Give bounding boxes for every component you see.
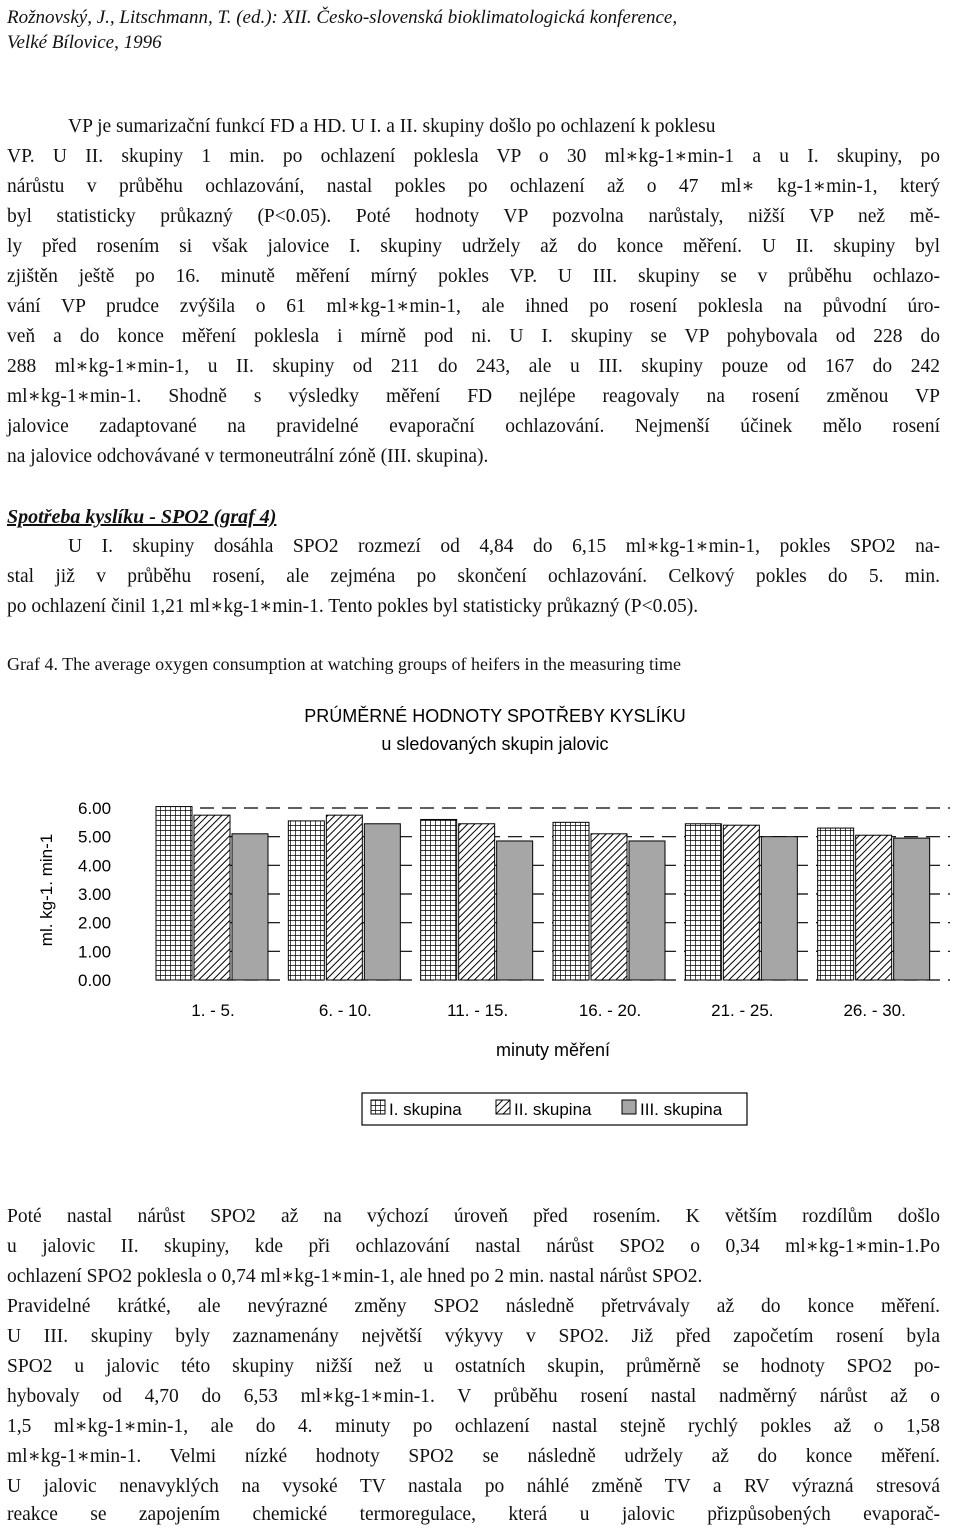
y-tick-labels bbox=[78, 799, 111, 990]
text-line: U jalovic nenavyklých na vysoké TV nastala po náhlé změně TV a RV výrazná stresová bbox=[7, 1476, 940, 1497]
text-line: zjištěn ještě po 16. minutě měření mírný pokles VP. U III. skupiny se v průběhu ochlazo- bbox=[7, 266, 940, 287]
text-line: U I. skupiny dosáhla SPO2 rozmezí od 4,84 do 6,15 ml∗kg-1∗min-1, pokles SPO2 na- bbox=[68, 536, 940, 557]
text-line: Poté nastal nárůst SPO2 až na výchozí úroveň před rosením. K větším rozdílům došlo bbox=[7, 1206, 940, 1227]
bar bbox=[288, 821, 324, 980]
x-tick-label: 16. - 20. bbox=[578, 1001, 642, 1020]
text-line: jalovice zadaptované na pravidelné evaporační ochlazování. Nejmenší účinek mělo rosení bbox=[7, 416, 940, 437]
text-line: SPO2 u jalovic této skupiny nižší než u ostatních skupin, průměrně se hodnoty SPO2 po- bbox=[7, 1356, 940, 1377]
bar bbox=[761, 837, 797, 980]
x-tick-label: 1. - 5. bbox=[191, 1001, 235, 1020]
header-citation-line2: Velké Bílovice, 1996 bbox=[7, 32, 162, 53]
text-line: VP. U II. skupiny 1 min. po ochlazení poklesla VP o 30 ml∗kg-1∗min-1 a u I. skupiny, po bbox=[7, 146, 940, 167]
text-line: na jalovice odchovávané v termoneutrální zóně (III. skupina). bbox=[7, 446, 489, 467]
bar bbox=[629, 841, 665, 980]
text-line: U III. skupiny byly zaznamenány největší výkyvy v SPO2. Již před započetím rosení byla bbox=[7, 1326, 940, 1347]
text-line: veň a do konce měření poklesla i mírně pod ni. U I. skupiny se VP pohybovala od 228 do bbox=[7, 326, 940, 347]
text-line: ochlazení SPO2 poklesla o 0,74 ml∗kg-1∗min-1, ale hned po 2 min. nastal nárůst SPO2. bbox=[7, 1266, 703, 1287]
bar bbox=[591, 834, 627, 980]
bar bbox=[685, 824, 721, 980]
text-line: 288 ml∗kg-1∗min-1, u II. skupiny od 211 do 243, ale u III. skupiny pouze od 167 do 242 bbox=[7, 356, 940, 377]
legend-swatch bbox=[371, 1100, 385, 1114]
text-line: u jalovic II. skupiny, kde při ochlazování nastal nárůst SPO2 o 0,34 ml∗kg-1∗min-1.Po bbox=[7, 1236, 940, 1257]
y-axis-label: ml. kg-1. min-1 bbox=[37, 833, 56, 947]
x-tick-label: 26. - 30. bbox=[843, 1001, 906, 1020]
text-line: nárůstu v průběhu ochlazování, nastal pokles po ochlazení až o 47 ml∗ kg-1∗min-1, který bbox=[7, 176, 940, 197]
text-line: ml∗kg-1∗min-1. Velmi nízké hodnoty SPO2 se následně udržely až do konce měření. bbox=[7, 1446, 940, 1467]
chart-subtitle: u sledovaných skupin jalovic bbox=[381, 734, 609, 754]
legend-label: II. skupina bbox=[514, 1100, 592, 1119]
text-line: ly před rosením si však jalovice I. skupiny udržely až do konce měření. U II. skupiny byl bbox=[7, 236, 940, 257]
text-line: po ochlazení činil 1,21 ml∗kg-1∗min-1. Tento pokles byl statisticky průkazný (P<0.05). bbox=[7, 596, 699, 617]
y-tick-label: 4.00 bbox=[78, 856, 112, 876]
legend-label: I. skupina bbox=[389, 1100, 462, 1119]
header-citation-line1: Rožnovský, J., Litschmann, T. (ed.): XII. Česko-slovenská bioklimatologická konference, bbox=[7, 7, 678, 28]
bar bbox=[723, 825, 759, 980]
bar bbox=[856, 835, 892, 980]
text-line: 1,5 ml∗kg-1∗min-1, ale do 4. minuty po ochlazení nastal stejně rychlý pokles až o 1,58 bbox=[7, 1416, 940, 1437]
y-tick-label: 6.00 bbox=[78, 799, 112, 818]
text-line: vání VP prudce zvýšila o 61 ml∗kg-1∗min-1, ale ihned po rosení poklesla na původní úro- bbox=[7, 296, 940, 317]
x-axis-label: minuty měření bbox=[495, 1040, 611, 1060]
bar-chart bbox=[0, 690, 960, 1130]
y-tick-label: 1.00 bbox=[78, 942, 112, 962]
bar bbox=[421, 819, 457, 980]
y-tick-label: 2.00 bbox=[78, 913, 112, 933]
bar bbox=[818, 828, 854, 980]
legend-swatch bbox=[496, 1100, 510, 1114]
text-line: byl statisticky průkazný (P<0.05). Poté hodnoty VP pozvolna narůstaly, nižší VP než mě- bbox=[7, 206, 940, 227]
section-heading: Spotřeba kyslíku - SPO2 (graf 4) bbox=[7, 506, 277, 528]
text-line: stal již v průběhu rosení, ale zejména po skončení ochlazování. Celkový pokles do 5. min. bbox=[7, 566, 940, 587]
legend-swatch bbox=[622, 1100, 636, 1114]
bar bbox=[364, 824, 400, 980]
chart-legend bbox=[362, 1093, 747, 1125]
bar bbox=[156, 807, 192, 980]
y-tick-label: 0.00 bbox=[78, 971, 112, 990]
chart-title: PRÚMĚRNÉ HODNOTY SPOTŘEBY KYSLÍKU bbox=[304, 706, 686, 726]
bar bbox=[459, 824, 495, 980]
x-tick-label: 6. - 10. bbox=[318, 1001, 372, 1020]
text-line: reakce se zapojením chemické termoregulace, která u jalovic přizpůsobených evaporač- bbox=[7, 1504, 940, 1525]
text-line: Pravidelné krátké, ale nevýrazné změny SPO2 následně přetrvávaly až do konce měření. bbox=[7, 1296, 940, 1317]
bar bbox=[553, 822, 589, 980]
bars bbox=[156, 807, 930, 980]
x-tick-labels bbox=[191, 1001, 906, 1020]
text-line: ml∗kg-1∗min-1. Shodně s výsledky měření FD nejlépe reagovaly na rosení změnou VP bbox=[7, 386, 940, 407]
bar bbox=[497, 841, 533, 980]
bar bbox=[194, 815, 230, 980]
x-tick-label: 21. - 25. bbox=[711, 1001, 774, 1020]
text-line: VP je sumarizační funkcí FD a HD. U I. a II. skupiny došlo po ochlazení k poklesu bbox=[68, 116, 716, 137]
bar bbox=[894, 838, 930, 980]
text-line: hybovaly od 4,70 do 6,53 ml∗kg-1∗min-1. V průběhu rosení nastal nadměrný nárůst až o bbox=[7, 1386, 940, 1407]
x-tick-label: 11. - 15. bbox=[447, 1001, 509, 1020]
y-tick-label: 3.00 bbox=[78, 885, 112, 904]
y-tick-label: 5.00 bbox=[78, 827, 112, 847]
figure-caption: Graf 4. The average oxygen consumption at watching groups of heifers in the measuring time bbox=[7, 654, 681, 674]
bar bbox=[232, 834, 268, 980]
bar bbox=[326, 815, 362, 980]
legend-label: III. skupina bbox=[640, 1100, 723, 1119]
